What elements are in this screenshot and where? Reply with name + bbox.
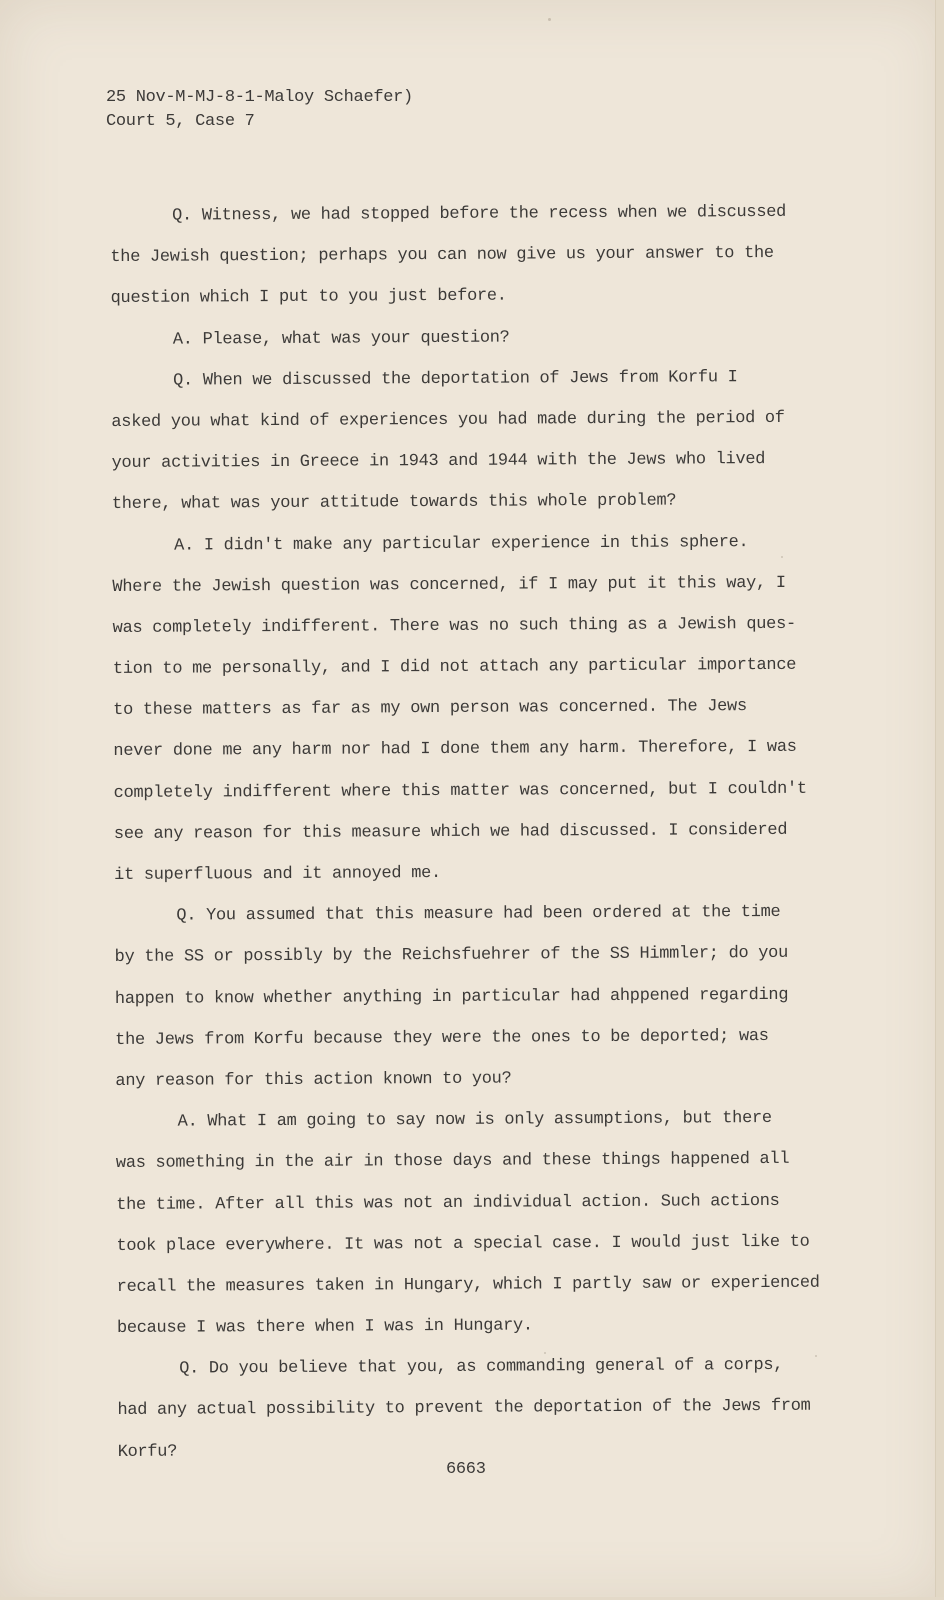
paper-fleck <box>548 18 551 21</box>
transcript-line: happen to know whether anything in particular had ahppened regarding <box>114 985 789 1009</box>
transcript-line: A. I didn't make any particular experience in this sphere. <box>174 532 749 556</box>
transcript-line: Q. Witness, we had stopped before the recess when we discussed <box>172 202 787 226</box>
transcript-line: completely indifferent where this matter was concerned, but I couldn't <box>113 779 807 803</box>
page-number: 6663 <box>446 1460 486 1479</box>
transcript-line: see any reason for this measure which we had discussed. I considered <box>113 820 788 844</box>
transcript-line: because I was there when I was in Hungary. <box>116 1316 533 1339</box>
transcript-line: tion to me personally, and I did not attach any particular importance <box>112 655 797 680</box>
transcript-line: was something in the air in those days and these things happened all <box>115 1150 790 1174</box>
transcript-line: Korfu? <box>117 1442 178 1462</box>
transcript-line: had any actual possibility to prevent the deportation of the Jews from <box>117 1397 811 1421</box>
transcript-line: recall the measures taken in Hungary, which I partly saw or experienced <box>116 1273 820 1297</box>
transcript-line: the Jewish question; perhaps you can now give us your answer to the <box>110 244 774 268</box>
header-court-case: Court 5, Case 7 <box>106 112 255 131</box>
paper-fleck <box>781 556 783 558</box>
transcript-line: was completely indifferent. There was no such thing as a Jewish ques- <box>112 614 796 638</box>
transcript-body <box>110 191 878 1472</box>
transcript-line: never done me any harm nor had I done them any harm. Therefore, I was <box>113 738 797 762</box>
transcript-line: asked you what kind of experiences you had made during the period of <box>111 408 785 432</box>
transcript-line: A. What I am going to say now is only assumptions, but there <box>177 1109 772 1132</box>
transcript-line: took place everywhere. It was not a special case. I would just like to <box>116 1232 810 1256</box>
transcript-line: any reason for this action known to you? <box>115 1069 512 1091</box>
transcript-line: question which I put to you just before. <box>110 286 507 309</box>
page-edge-right <box>935 0 944 1600</box>
transcript-line: Q. Do you believe that you, as commanding general of a corps, <box>179 1356 784 1379</box>
document-header <box>106 86 413 134</box>
transcript-line: Where the Jewish question was concerned, if I may put it this way, I <box>112 573 786 597</box>
transcript-line: the Jews from Korfu because they were the ones to be deported; was <box>115 1026 769 1050</box>
transcript-line: there, what was your attitude towards this whole problem? <box>111 491 677 515</box>
transcript-line: to these matters as far as my own person was concerned. The Jews <box>113 697 747 721</box>
transcript-line: it superfluous and it annoyed me. <box>114 863 441 885</box>
transcript-line: A. Please, what was your question? <box>172 328 510 350</box>
paper-fleck <box>544 1352 546 1354</box>
transcript-line: Q. When we discussed the deportation of Jews from Korfu I <box>173 367 738 391</box>
transcript-line: your activities in Greece in 1943 and 1944 with the Jews who lived <box>111 450 766 474</box>
header-case-reference: 25 Nov-M-MJ-8-1-Maloy Schaefer) <box>106 88 413 107</box>
paper-fleck <box>815 1355 817 1357</box>
transcript-line: the time. After all this was not an individual action. Such actions <box>116 1191 780 1215</box>
transcript-line: by the SS or possibly by the Reichsfuehrer of the SS Himmler; do you <box>114 944 789 968</box>
transcript-line: Q. You assumed that this measure had been ordered at the time <box>176 903 781 926</box>
